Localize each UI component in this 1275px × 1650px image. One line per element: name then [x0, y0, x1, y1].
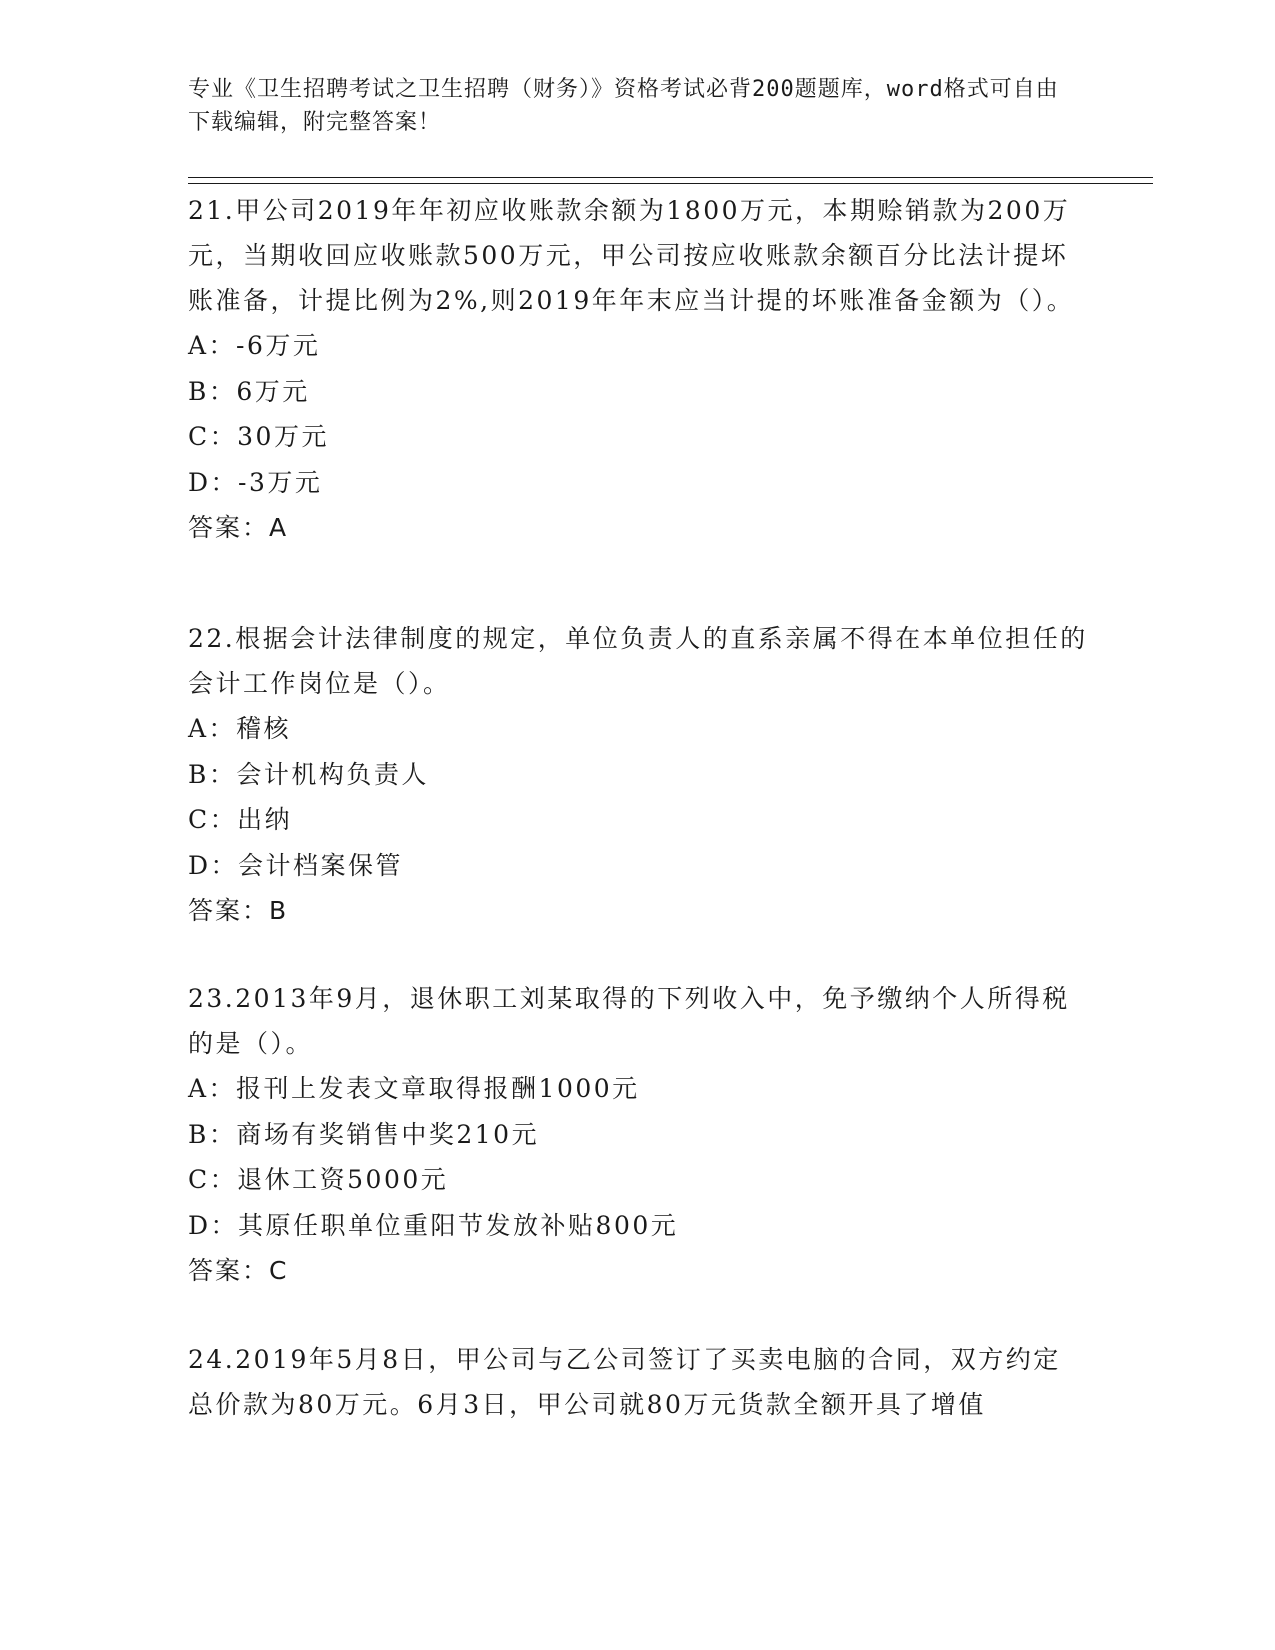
option-c: C：30万元 — [188, 422, 329, 451]
option-d: D：-3万元 — [188, 467, 323, 497]
question-stem: 24.2019年5月8日，甲公司与乙公司签订了买卖电脑的合同，双方约定总价款为80万元。6月3日，甲公司就80万元货款全额开具了增值 — [188, 1345, 1061, 1419]
option-b: B：会计机构负责人 — [188, 759, 429, 789]
option-a: A：报刊上发表文章取得报酬1000元 — [188, 1074, 640, 1103]
option-b: B：商场有奖销售中奖210元 — [188, 1119, 540, 1149]
question-stem: 21.甲公司2019年年初应收账款余额为1800万元，本期赊销款为200万元，当期收回应收账款500万元，甲公司按应收账款余额百分比法计提坏账准备，计提比例为2%,则2019年年末应当计提的坏账准备金额为（）。 — [188, 196, 1075, 315]
question-24 — [188, 1337, 1088, 1427]
question-stem: 22.根据会计法律制度的规定，单位负责人的直系亲属不得在本单位担任的会计工作岗位是（）。 — [188, 624, 1088, 698]
header-divider-top — [188, 177, 1153, 178]
question-23 — [188, 976, 1088, 1293]
option-d: D：其原任职单位重阳节发放补贴800元 — [188, 1210, 679, 1240]
option-b: B：6万元 — [188, 376, 310, 406]
question-21 — [188, 188, 1088, 550]
answer: 答案：B — [188, 896, 289, 925]
option-d: D：会计档案保管 — [188, 850, 404, 880]
option-a: A：稽核 — [188, 714, 292, 743]
answer: 答案：C — [188, 1256, 289, 1285]
question-22 — [188, 616, 1088, 933]
answer: 答案：A — [188, 513, 289, 542]
header-divider-bottom — [188, 183, 1153, 184]
option-a: A：-6万元 — [188, 331, 321, 360]
document-header: 专业《卫生招聘考试之卫生招聘（财务）》资格考试必背200题题库，word格式可自由下载编辑，附完整答案！ — [188, 77, 1059, 135]
option-c: C：出纳 — [188, 805, 293, 834]
option-c: C：退休工资5000元 — [188, 1165, 449, 1194]
question-stem: 23.2013年9月，退休职工刘某取得的下列收入中，免予缴纳个人所得税的是（）。 — [188, 984, 1070, 1058]
